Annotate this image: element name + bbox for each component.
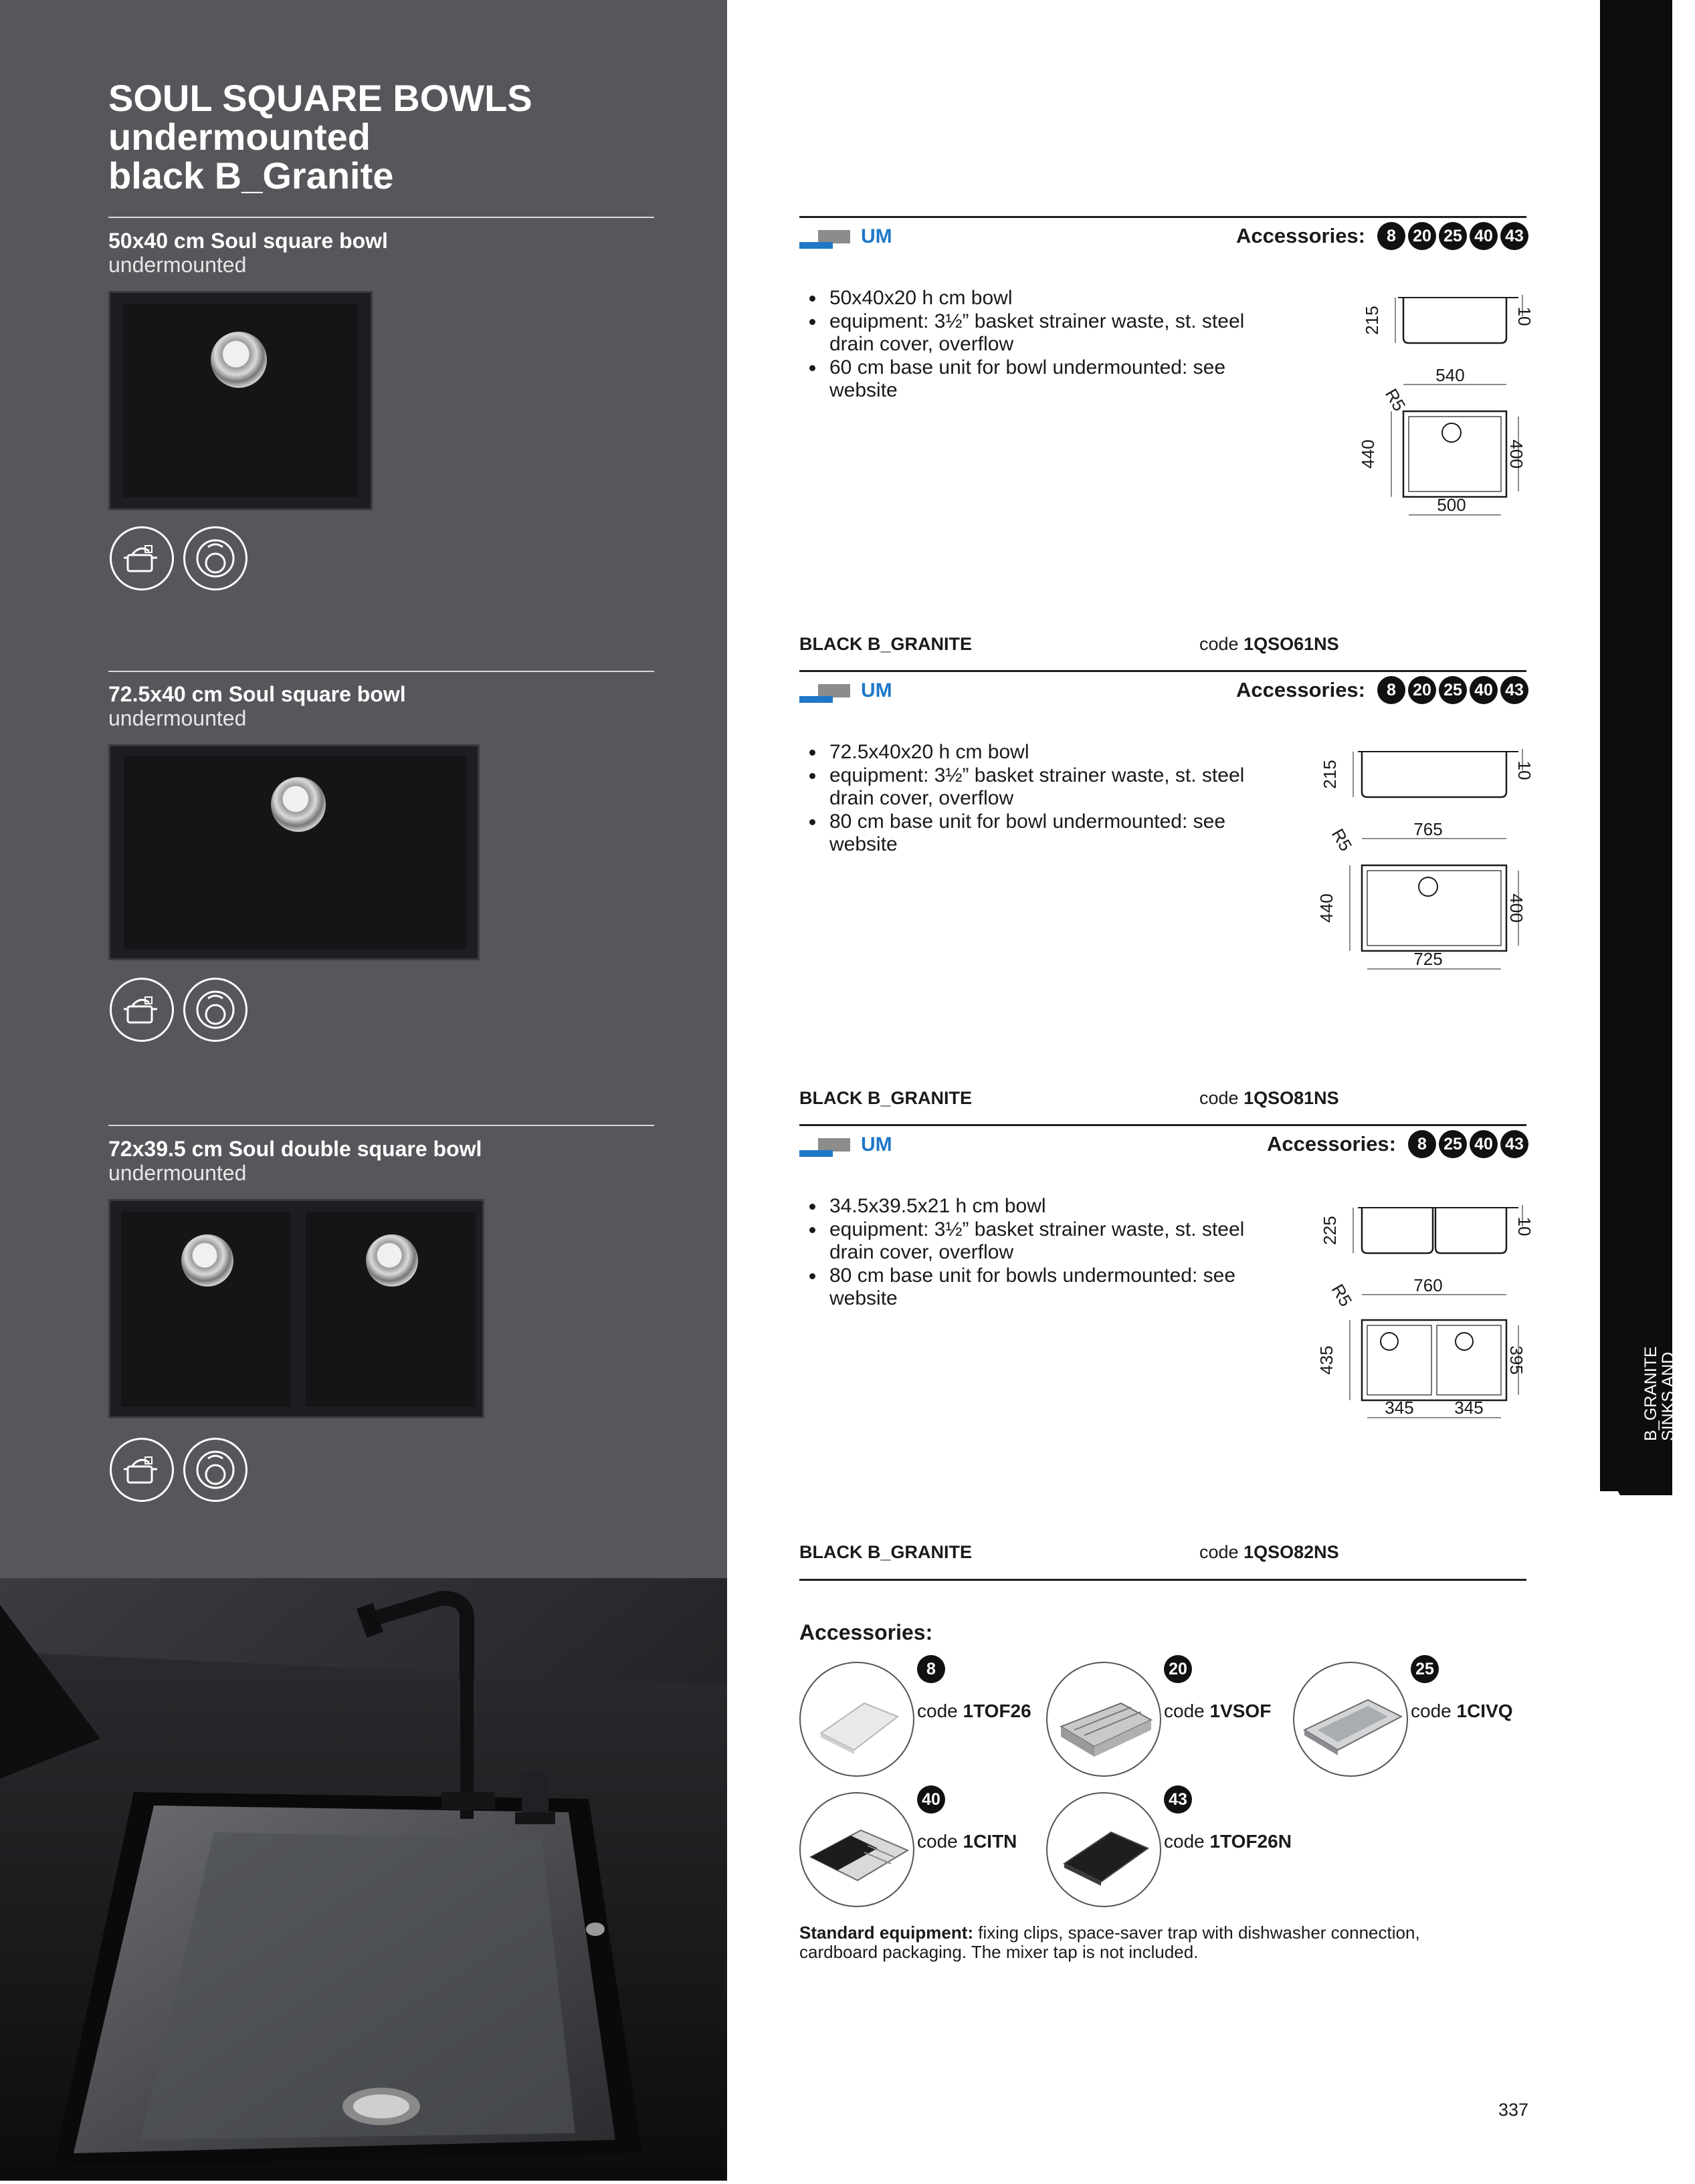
accessory-badge: 20 — [1408, 222, 1436, 250]
top-width-label: 765 — [1413, 819, 1443, 839]
accessory-number: 25 — [1411, 1655, 1439, 1683]
product-3-um-tag — [799, 1133, 1000, 1160]
spec-item: • 50x40x20 h cm bowl — [825, 287, 1254, 310]
product-2-um-tag — [799, 679, 1000, 705]
bottom-width-2-label: 345 — [1454, 1398, 1484, 1418]
product-2-material: BLACK B_GRANITE — [799, 1088, 973, 1108]
accessory-code — [917, 1701, 1031, 1722]
product-3-subtitle: undermounted — [108, 1161, 247, 1185]
standard-equipment-label: Standard equipment: — [799, 1923, 974, 1943]
basket-image — [1046, 1662, 1161, 1777]
bottom-width-label: 725 — [1413, 949, 1443, 969]
code-prefix: code — [1199, 1088, 1239, 1108]
code-value: 1VSOF — [1209, 1701, 1272, 1721]
bottom-width-1-label: 345 — [1385, 1398, 1414, 1418]
accessories-label: Accessories: — [1266, 1132, 1396, 1156]
spec-item: • 60 cm base unit for bowl undermounted: see website — [825, 356, 1254, 403]
outer-height-label: 440 — [1316, 893, 1336, 923]
product-3-code — [1199, 1542, 1339, 1563]
pot-basket-icon — [110, 978, 174, 1042]
product-3-specs — [797, 1195, 1254, 1311]
product-1-header-rule — [799, 216, 1526, 218]
code-prefix: code — [1411, 1701, 1452, 1721]
product-2-subtitle: undermounted — [108, 706, 247, 730]
um-label: UM — [861, 1133, 892, 1156]
code-value: 1TOF26 — [963, 1701, 1031, 1721]
accessory-badge: 40 — [1470, 1130, 1498, 1158]
spec-item: • equipment: 3½” basket strainer waste, st. steel drain cover, overflow — [825, 1218, 1254, 1265]
accessory-item-8 — [799, 1659, 1054, 1782]
inner-height-label: 400 — [1506, 439, 1526, 469]
product-1-code — [1199, 634, 1339, 655]
inner-height-label: 395 — [1506, 1345, 1526, 1375]
product-2-drawing — [1314, 738, 1532, 979]
code-prefix: code — [1199, 1542, 1239, 1562]
depth-label: 215 — [1362, 306, 1382, 335]
accessory-code — [1164, 1831, 1292, 1852]
product-3-name: 72x39.5 cm Soul double square bowl — [108, 1137, 482, 1161]
round-drain-icon — [183, 1438, 247, 1502]
product-3-drawing — [1314, 1193, 1532, 1427]
accessory-badge: 25 — [1439, 1130, 1467, 1158]
accessory-item-40 — [799, 1789, 1054, 1913]
side-tab-line3: SQUARE BOWLS — [1676, 1305, 1695, 1441]
code-value: 1QSO81NS — [1243, 1088, 1339, 1108]
accessory-badge: 8 — [1408, 1130, 1436, 1158]
round-drain-icon — [183, 978, 247, 1042]
accessory-badge: 25 — [1439, 676, 1467, 704]
accessory-number: 40 — [917, 1785, 945, 1814]
product-1-photo — [108, 291, 373, 510]
standard-equipment-text: fixing clips, space-saver trap with dishwasher connection, cardboard packaging. The mixer tap is not included. — [799, 1923, 1420, 1962]
code-prefix: code — [1199, 634, 1239, 654]
standard-equipment-note — [799, 1923, 1468, 1962]
product-2-code — [1199, 1088, 1339, 1109]
product-3-material: BLACK B_GRANITE — [799, 1542, 973, 1562]
radius-label: R5 — [1381, 385, 1410, 415]
black-board-image — [1046, 1792, 1161, 1907]
page-title — [108, 79, 532, 195]
product-3-rule — [108, 1125, 654, 1126]
product-1-um-tag — [799, 225, 1000, 251]
product-2-accessories — [1236, 675, 1528, 705]
inner-height-label: 400 — [1506, 893, 1526, 923]
rim-label: 10 — [1514, 306, 1534, 326]
top-width-label: 760 — [1413, 1275, 1443, 1295]
product-2-rule — [108, 671, 654, 672]
code-value: 1QSO61NS — [1243, 634, 1339, 654]
page-title-line1: SOUL SQUARE BOWLS — [108, 77, 532, 119]
outer-height-label: 440 — [1358, 439, 1378, 469]
accessory-number: 20 — [1164, 1655, 1192, 1683]
code-prefix: code — [1164, 1831, 1205, 1852]
kitchen-photo — [0, 1578, 727, 2181]
accessories-title: Accessories: — [799, 1620, 933, 1644]
product-2-specs — [797, 741, 1254, 857]
accessory-badge: 25 — [1439, 222, 1467, 250]
spec-item: • equipment: 3½” basket strainer waste, st. steel drain cover, overflow — [825, 764, 1254, 810]
product-1-name: 50x40 cm Soul square bowl — [108, 229, 388, 253]
section-side-tab — [1600, 0, 1672, 1491]
product-3-accessories — [1267, 1129, 1528, 1160]
section-end-rule — [799, 1579, 1526, 1581]
side-tab-line1: B_GRANITE — [1641, 1346, 1660, 1441]
radius-label: R5 — [1327, 825, 1357, 855]
spec-item: • 80 cm base unit for bowl undermounted: see website — [825, 810, 1254, 857]
cutting-board-image — [799, 1662, 914, 1777]
page-title-line2: undermounted — [108, 116, 371, 158]
accessory-badge: 40 — [1470, 222, 1498, 250]
bottom-width-label: 500 — [1437, 495, 1466, 515]
spec-item: • 34.5x39.5x21 h cm bowl — [825, 1195, 1254, 1218]
accessory-item-20 — [1046, 1659, 1300, 1782]
accessories-label: Accessories: — [1235, 224, 1365, 247]
accessory-code — [917, 1831, 1017, 1852]
accessory-badge: 43 — [1500, 222, 1528, 250]
code-value: 1CIVQ — [1456, 1701, 1513, 1721]
product-1-specs — [797, 287, 1254, 403]
product-1-rule — [108, 217, 654, 218]
side-tab-label — [1642, 1274, 1694, 1441]
colander-board-image — [799, 1792, 914, 1907]
code-prefix: code — [917, 1701, 958, 1721]
top-width-label: 540 — [1435, 365, 1465, 385]
product-2-header-rule — [799, 670, 1526, 672]
accessory-badge: 8 — [1377, 676, 1405, 704]
spec-item: • 72.5x40x20 h cm bowl — [825, 741, 1254, 764]
product-3-header-rule — [799, 1124, 1526, 1126]
accessory-badge: 8 — [1377, 222, 1405, 250]
product-1-drawing — [1358, 284, 1532, 525]
pot-basket-icon — [110, 1438, 174, 1502]
side-tab-corner — [1600, 1458, 1672, 1495]
um-label: UM — [861, 679, 892, 701]
accessory-badge: 43 — [1500, 1130, 1528, 1158]
accessory-number: 8 — [917, 1655, 945, 1683]
accessory-item-25 — [1293, 1659, 1547, 1782]
accessory-code — [1411, 1701, 1513, 1722]
radius-label: R5 — [1327, 1281, 1357, 1310]
round-drain-icon — [183, 526, 247, 590]
accessory-code — [1164, 1701, 1271, 1722]
product-2-photo — [108, 744, 480, 960]
accessory-number: 43 — [1164, 1785, 1192, 1814]
code-value: 1TOF26N — [1209, 1831, 1292, 1852]
page-number: 337 — [1498, 2100, 1528, 2120]
product-1-material: BLACK B_GRANITE — [799, 634, 973, 654]
depth-label: 215 — [1320, 760, 1340, 789]
spec-item: • equipment: 3½” basket strainer waste, st. steel drain cover, overflow — [825, 310, 1254, 356]
code-prefix: code — [1164, 1701, 1205, 1721]
accessory-badge: 43 — [1500, 676, 1528, 704]
accessory-item-43 — [1046, 1789, 1300, 1913]
accessory-badge: 20 — [1408, 676, 1436, 704]
product-3-photo — [108, 1199, 484, 1418]
accessories-label: Accessories: — [1235, 678, 1365, 701]
accessory-badge: 40 — [1470, 676, 1498, 704]
code-value: 1CITN — [963, 1831, 1017, 1852]
product-1-subtitle: undermounted — [108, 253, 247, 277]
code-prefix: code — [917, 1831, 958, 1852]
side-tab-line2: SINKS AND — [1659, 1351, 1678, 1441]
page-title-line3: black B_Granite — [108, 154, 394, 197]
depth-label: 225 — [1320, 1216, 1340, 1245]
code-value: 1QSO82NS — [1243, 1542, 1339, 1562]
pot-basket-icon — [110, 526, 174, 590]
outer-height-label: 435 — [1316, 1345, 1336, 1375]
rim-label: 10 — [1514, 1216, 1534, 1236]
rim-label: 10 — [1514, 760, 1534, 780]
spec-item: • 80 cm base unit for bowls undermounted: see website — [825, 1265, 1254, 1311]
product-2-name: 72.5x40 cm Soul square bowl — [108, 682, 406, 706]
um-label: UM — [861, 225, 892, 247]
product-1-accessories — [1236, 221, 1528, 251]
tray-image — [1293, 1662, 1408, 1777]
